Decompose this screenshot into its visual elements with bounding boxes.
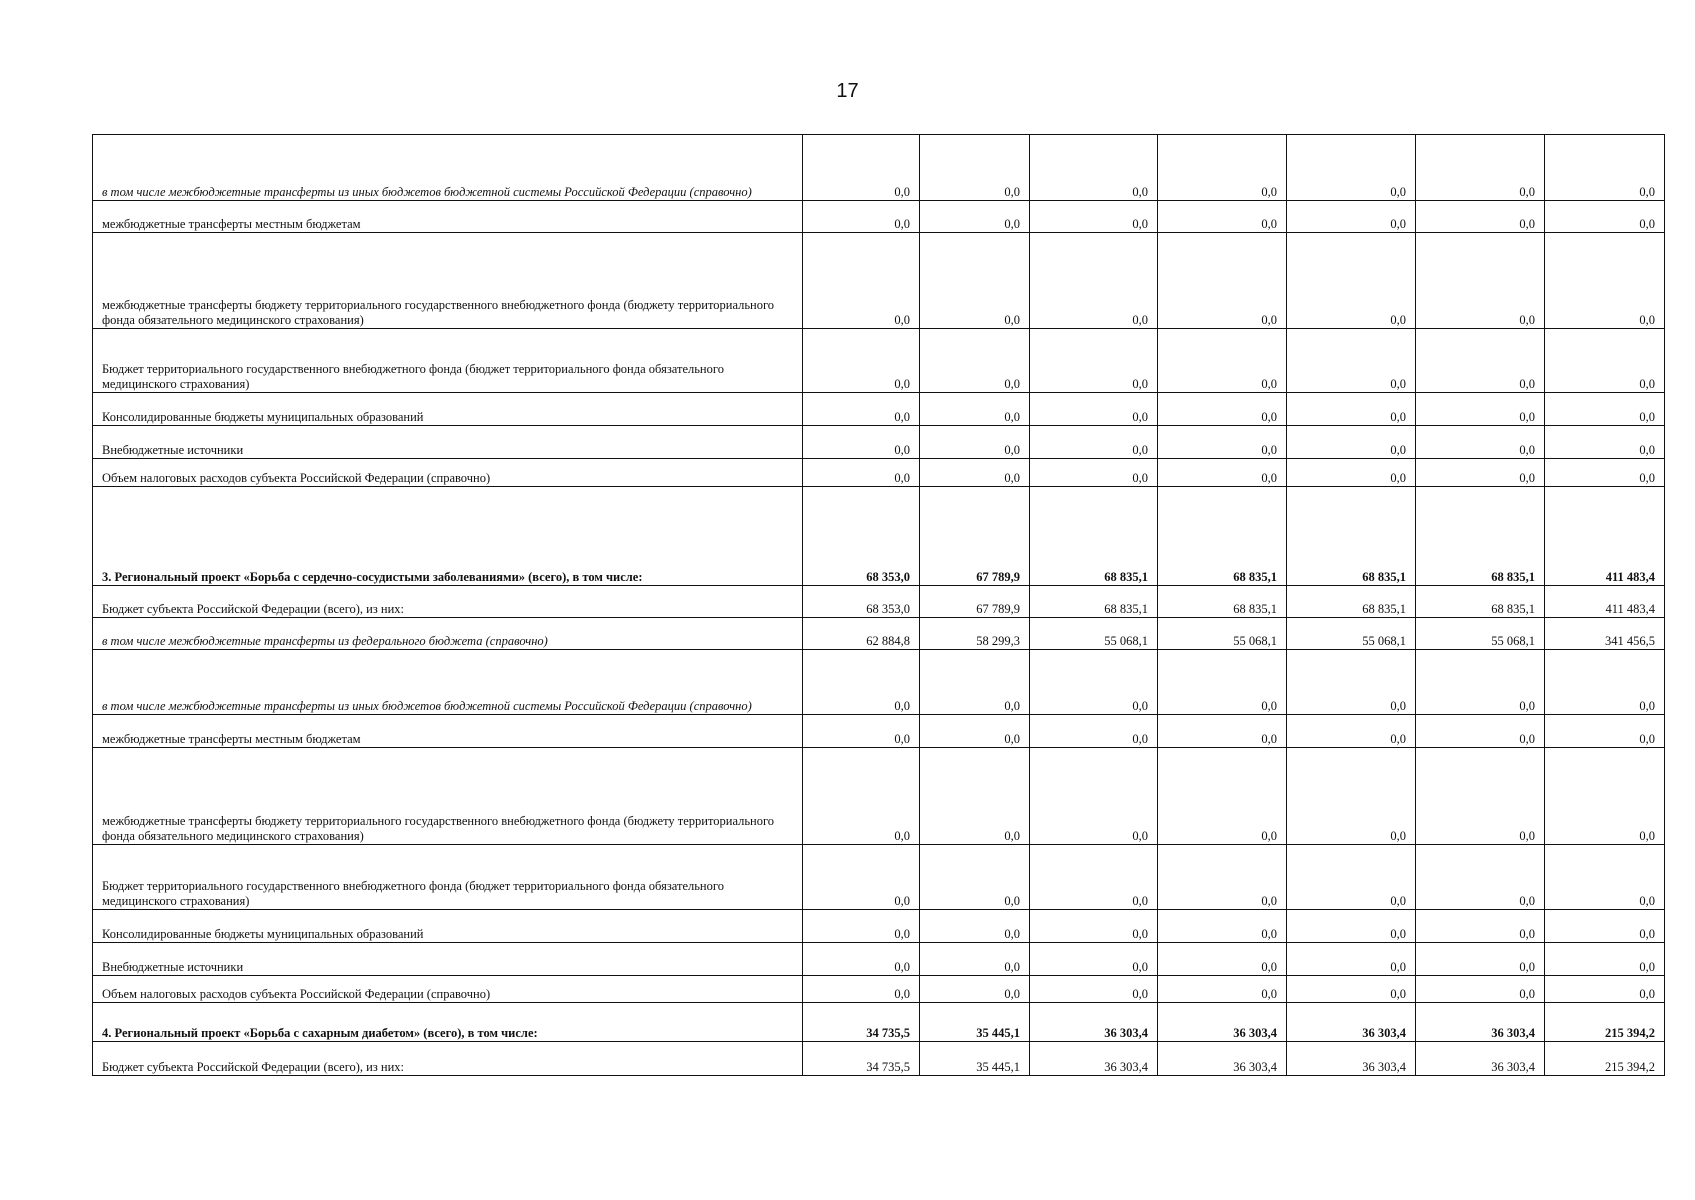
value-cell: 0,0 (803, 748, 920, 845)
value-cell: 55 068,1 (1287, 618, 1416, 650)
table-row (93, 426, 1665, 459)
value-cell: 0,0 (1287, 135, 1416, 201)
value-cell: 0,0 (1030, 329, 1158, 393)
value-cell: 0,0 (1158, 459, 1287, 487)
value-cell: 0,0 (1030, 426, 1158, 459)
value-cell: 58 299,3 (920, 618, 1030, 650)
value-cell: 411 483,4 (1545, 487, 1665, 586)
value-cell: 0,0 (1416, 459, 1545, 487)
value-cell: 0,0 (1287, 426, 1416, 459)
row-label: межбюджетные трансферты местным бюджетам (93, 715, 803, 748)
row-label: Бюджет субъекта Российской Федерации (всего), из них: (93, 586, 803, 618)
value-cell: 0,0 (1158, 426, 1287, 459)
value-cell: 36 303,4 (1030, 1003, 1158, 1042)
value-cell: 0,0 (1030, 715, 1158, 748)
value-cell: 0,0 (1030, 910, 1158, 943)
value-cell: 0,0 (1416, 748, 1545, 845)
value-cell: 55 068,1 (1030, 618, 1158, 650)
value-cell: 0,0 (1416, 135, 1545, 201)
value-cell: 215 394,2 (1545, 1003, 1665, 1042)
value-cell: 0,0 (1545, 910, 1665, 943)
value-cell: 0,0 (1030, 748, 1158, 845)
value-cell: 411 483,4 (1545, 586, 1665, 618)
value-cell: 0,0 (920, 910, 1030, 943)
value-cell: 36 303,4 (1158, 1003, 1287, 1042)
value-cell: 0,0 (1545, 650, 1665, 715)
row-label: в том числе межбюджетные трансферты из иных бюджетов бюджетной системы Российской Федерации (справочно) (93, 135, 803, 201)
value-cell: 0,0 (1158, 715, 1287, 748)
value-cell: 0,0 (1416, 715, 1545, 748)
value-cell: 0,0 (1158, 976, 1287, 1003)
row-label: 4. Региональный проект «Борьба с сахарным диабетом» (всего), в том числе: (93, 1003, 803, 1042)
table-row (93, 329, 1665, 393)
value-cell: 0,0 (1416, 845, 1545, 910)
table-row (93, 393, 1665, 426)
value-cell: 0,0 (1416, 329, 1545, 393)
value-cell: 67 789,9 (920, 487, 1030, 586)
value-cell: 0,0 (1030, 459, 1158, 487)
row-label: Объем налоговых расходов субъекта Российской Федерации (справочно) (93, 459, 803, 487)
value-cell: 0,0 (803, 715, 920, 748)
value-cell: 0,0 (803, 201, 920, 233)
value-cell: 0,0 (920, 329, 1030, 393)
value-cell: 0,0 (1287, 715, 1416, 748)
value-cell: 0,0 (1545, 845, 1665, 910)
row-label: межбюджетные трансферты местным бюджетам (93, 201, 803, 233)
value-cell: 0,0 (920, 943, 1030, 976)
value-cell: 0,0 (1287, 943, 1416, 976)
value-cell: 0,0 (920, 201, 1030, 233)
row-label: Бюджет субъекта Российской Федерации (всего), из них: (93, 1042, 803, 1076)
value-cell: 0,0 (1030, 135, 1158, 201)
value-cell: 36 303,4 (1287, 1003, 1416, 1042)
value-cell: 0,0 (920, 715, 1030, 748)
value-cell: 0,0 (803, 845, 920, 910)
value-cell: 215 394,2 (1545, 1042, 1665, 1076)
table-row (93, 910, 1665, 943)
value-cell: 36 303,4 (1287, 1042, 1416, 1076)
value-cell: 0,0 (920, 233, 1030, 329)
page-number: 17 (836, 80, 859, 102)
value-cell: 55 068,1 (1416, 618, 1545, 650)
value-cell: 68 353,0 (803, 586, 920, 618)
value-cell: 0,0 (1545, 201, 1665, 233)
value-cell: 36 303,4 (1030, 1042, 1158, 1076)
value-cell: 0,0 (1416, 976, 1545, 1003)
row-label: Внебюджетные источники (93, 943, 803, 976)
value-cell: 68 353,0 (803, 487, 920, 586)
row-label: в том числе межбюджетные трансферты из иных бюджетов бюджетной системы Российской Федерации (справочно) (93, 650, 803, 715)
table-row (93, 487, 1665, 586)
row-label: в том числе межбюджетные трансферты из федерального бюджета (справочно) (93, 618, 803, 650)
value-cell: 68 835,1 (1287, 586, 1416, 618)
value-cell: 0,0 (803, 943, 920, 976)
row-label: 3. Региональный проект «Борьба с сердечно-сосудистыми заболеваниями» (всего), в том числе: (93, 487, 803, 586)
value-cell: 0,0 (1545, 135, 1665, 201)
value-cell: 0,0 (1158, 393, 1287, 426)
value-cell: 0,0 (1545, 943, 1665, 976)
value-cell: 0,0 (803, 393, 920, 426)
value-cell: 0,0 (1030, 393, 1158, 426)
value-cell: 0,0 (1030, 976, 1158, 1003)
value-cell: 36 303,4 (1416, 1003, 1545, 1042)
table-row (93, 650, 1665, 715)
value-cell: 68 835,1 (1030, 586, 1158, 618)
value-cell: 0,0 (1545, 233, 1665, 329)
value-cell: 68 835,1 (1416, 487, 1545, 586)
table-row (93, 1042, 1665, 1076)
value-cell: 0,0 (1158, 329, 1287, 393)
value-cell: 0,0 (1030, 233, 1158, 329)
value-cell: 0,0 (1287, 910, 1416, 943)
value-cell: 0,0 (1416, 650, 1545, 715)
table-row (93, 459, 1665, 487)
table-row (93, 135, 1665, 201)
budget-table (92, 134, 1665, 1076)
table-row (93, 1003, 1665, 1042)
value-cell: 0,0 (1287, 393, 1416, 426)
value-cell: 0,0 (803, 910, 920, 943)
value-cell: 0,0 (1416, 943, 1545, 976)
value-cell: 0,0 (803, 233, 920, 329)
value-cell: 0,0 (920, 650, 1030, 715)
value-cell: 0,0 (1416, 426, 1545, 459)
value-cell: 0,0 (1158, 845, 1287, 910)
value-cell: 0,0 (803, 329, 920, 393)
value-cell: 0,0 (920, 748, 1030, 845)
value-cell: 0,0 (1030, 943, 1158, 976)
value-cell: 0,0 (803, 135, 920, 201)
value-cell: 0,0 (920, 426, 1030, 459)
value-cell: 0,0 (1030, 650, 1158, 715)
table-row (93, 976, 1665, 1003)
value-cell: 341 456,5 (1545, 618, 1665, 650)
value-cell: 0,0 (1545, 715, 1665, 748)
row-label: межбюджетные трансферты бюджету территориального государственного внебюджетного фонда (бюджету территориального фонда обязательного медицинского страхования) (93, 233, 803, 329)
table-row (93, 201, 1665, 233)
value-cell: 0,0 (1287, 233, 1416, 329)
value-cell: 0,0 (1158, 201, 1287, 233)
value-cell: 0,0 (1545, 329, 1665, 393)
value-cell: 0,0 (1158, 943, 1287, 976)
value-cell: 0,0 (1158, 650, 1287, 715)
value-cell: 68 835,1 (1030, 487, 1158, 586)
value-cell: 0,0 (920, 393, 1030, 426)
table-row (93, 748, 1665, 845)
value-cell: 0,0 (803, 976, 920, 1003)
value-cell: 0,0 (803, 426, 920, 459)
value-cell: 0,0 (1158, 748, 1287, 845)
row-label: Консолидированные бюджеты муниципальных образований (93, 910, 803, 943)
value-cell: 35 445,1 (920, 1003, 1030, 1042)
table-row (93, 586, 1665, 618)
value-cell: 0,0 (1545, 748, 1665, 845)
value-cell: 0,0 (1287, 748, 1416, 845)
row-label: Бюджет территориального государственного внебюджетного фонда (бюджет территориального фонда обязательного медицинского страхования) (93, 329, 803, 393)
value-cell: 0,0 (1287, 976, 1416, 1003)
value-cell: 0,0 (1416, 201, 1545, 233)
value-cell: 0,0 (1545, 393, 1665, 426)
value-cell: 0,0 (1158, 233, 1287, 329)
value-cell: 0,0 (920, 459, 1030, 487)
value-cell: 62 884,8 (803, 618, 920, 650)
value-cell: 0,0 (803, 650, 920, 715)
value-cell: 36 303,4 (1158, 1042, 1287, 1076)
value-cell: 68 835,1 (1158, 586, 1287, 618)
value-cell: 0,0 (1416, 910, 1545, 943)
value-cell: 0,0 (1158, 135, 1287, 201)
value-cell: 34 735,5 (803, 1003, 920, 1042)
table-row (93, 233, 1665, 329)
value-cell: 68 835,1 (1158, 487, 1287, 586)
value-cell: 67 789,9 (920, 586, 1030, 618)
value-cell: 55 068,1 (1158, 618, 1287, 650)
value-cell: 0,0 (803, 459, 920, 487)
value-cell: 0,0 (1030, 845, 1158, 910)
table-body (93, 135, 1665, 1076)
value-cell: 0,0 (920, 135, 1030, 201)
table-row (93, 845, 1665, 910)
value-cell: 0,0 (1416, 393, 1545, 426)
value-cell: 68 835,1 (1287, 487, 1416, 586)
value-cell: 0,0 (1545, 426, 1665, 459)
value-cell: 0,0 (1287, 845, 1416, 910)
value-cell: 0,0 (1545, 459, 1665, 487)
table-row (93, 618, 1665, 650)
table-row (93, 715, 1665, 748)
row-label: межбюджетные трансферты бюджету территориального государственного внебюджетного фонда (бюджету территориального фонда обязательного медицинского страхования) (93, 748, 803, 845)
value-cell: 0,0 (920, 845, 1030, 910)
value-cell: 35 445,1 (920, 1042, 1030, 1076)
value-cell: 0,0 (1287, 329, 1416, 393)
value-cell: 34 735,5 (803, 1042, 920, 1076)
value-cell: 36 303,4 (1416, 1042, 1545, 1076)
value-cell: 0,0 (1287, 650, 1416, 715)
value-cell: 0,0 (920, 976, 1030, 1003)
row-label: Объем налоговых расходов субъекта Российской Федерации (справочно) (93, 976, 803, 1003)
value-cell: 0,0 (1030, 201, 1158, 233)
row-label: Бюджет территориального государственного внебюджетного фонда (бюджет территориального фонда обязательного медицинского страхования) (93, 845, 803, 910)
row-label: Консолидированные бюджеты муниципальных образований (93, 393, 803, 426)
value-cell: 0,0 (1545, 976, 1665, 1003)
value-cell: 0,0 (1287, 201, 1416, 233)
value-cell: 0,0 (1287, 459, 1416, 487)
value-cell: 68 835,1 (1416, 586, 1545, 618)
value-cell: 0,0 (1158, 910, 1287, 943)
value-cell: 0,0 (1416, 233, 1545, 329)
row-label: Внебюджетные источники (93, 426, 803, 459)
table-row (93, 943, 1665, 976)
